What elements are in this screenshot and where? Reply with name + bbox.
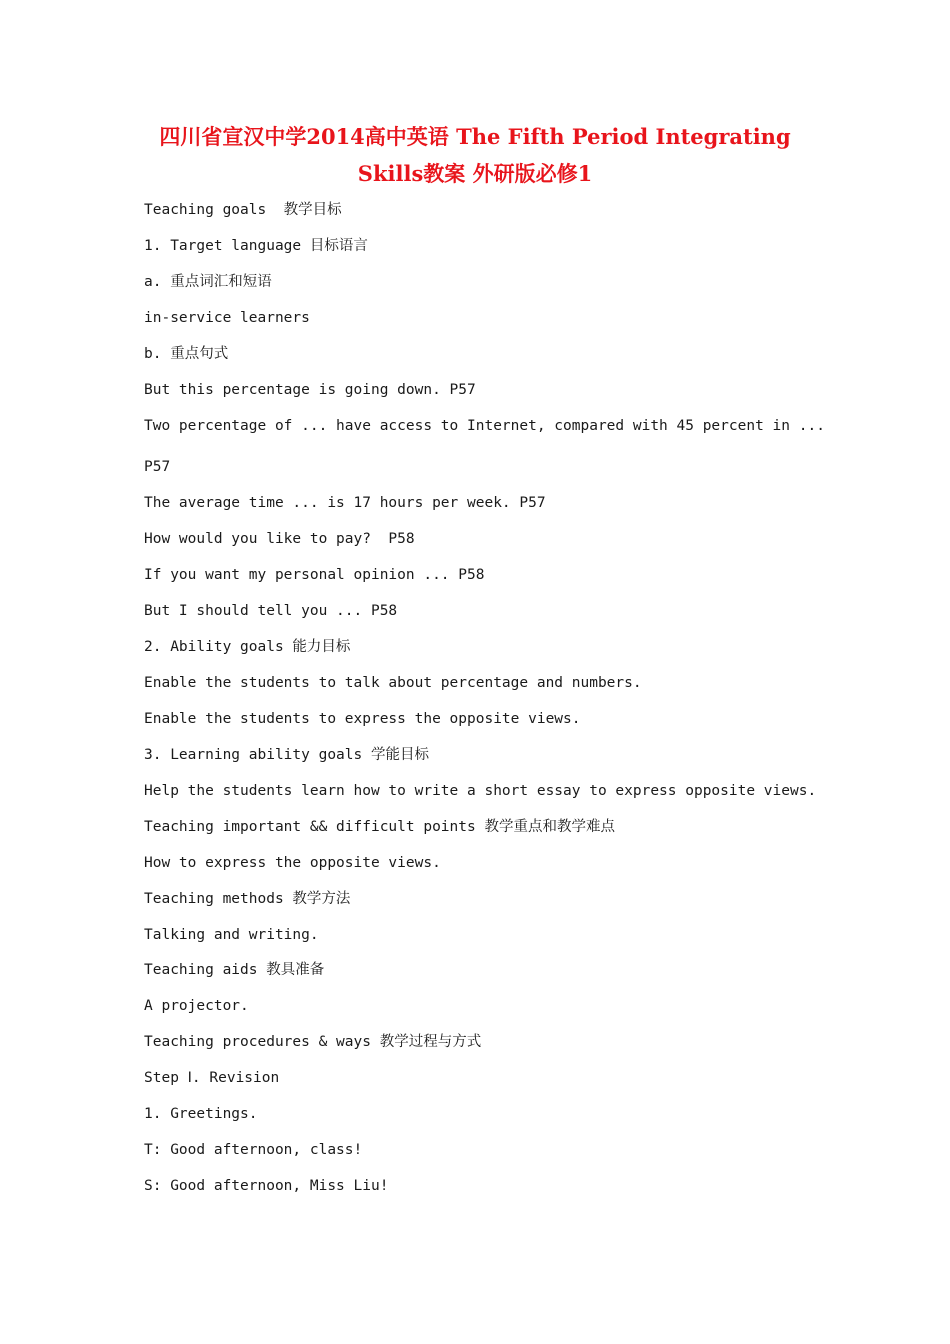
subheading-sentence-patterns: b. 重点句式: [144, 346, 229, 362]
dialogue-line: S: Good afternoon, Miss Liu!: [144, 1178, 389, 1194]
heading-learning-ability-goals: 3. Learning ability goals 学能目标: [144, 747, 429, 763]
paragraph-line: Two percentage of ... have access to Internet, compared with 45 percent in ...: [144, 418, 825, 434]
paragraph-line: But this percentage is going down. P57: [144, 382, 476, 398]
paragraph-line: in-service learners: [144, 310, 310, 326]
paragraph-line: Enable the students to talk about percentage and numbers.: [144, 675, 642, 691]
paragraph-line: P57: [144, 459, 171, 475]
heading-teaching-goals: Teaching goals 教学目标: [144, 202, 342, 218]
heading-ability-goals: 2. Ability goals 能力目标: [144, 639, 351, 655]
paragraph-line: The average time ... is 17 hours per week. P57: [144, 495, 546, 511]
document-title-line-1: 四川省宣汉中学2014高中英语 The Fifth Period Integrating: [159, 124, 791, 149]
heading-teaching-procedures: Teaching procedures & ways 教学过程与方式: [144, 1034, 482, 1050]
heading-step-1: Step Ⅰ. Revision: [144, 1070, 280, 1086]
paragraph-line: Talking and writing.: [144, 927, 319, 943]
heading-important-difficult-points: Teaching important && difficult points 教学重点和教学难点: [144, 819, 615, 835]
heading-teaching-methods: Teaching methods 教学方法: [144, 891, 351, 907]
heading-target-language: 1. Target language 目标语言: [144, 238, 368, 254]
dialogue-line: T: Good afternoon, class!: [144, 1142, 363, 1158]
paragraph-line: If you want my personal opinion ... P58: [144, 567, 485, 583]
heading-teaching-aids: Teaching aids 教具准备: [144, 962, 325, 978]
document-title-line-2: Skills教案 外研版必修1: [357, 161, 593, 186]
paragraph-line: A projector.: [144, 998, 249, 1014]
paragraph-line: Enable the students to express the opposite views.: [144, 711, 581, 727]
paragraph-line: Help the students learn how to write a short essay to express opposite views.: [144, 783, 817, 799]
subheading-vocabulary: a. 重点词汇和短语: [144, 274, 272, 290]
paragraph-line: How would you like to pay? P58: [144, 531, 415, 547]
paragraph-line: 1. Greetings.: [144, 1106, 258, 1122]
paragraph-line: But I should tell you ... P58: [144, 603, 398, 619]
paragraph-line: How to express the opposite views.: [144, 855, 441, 871]
